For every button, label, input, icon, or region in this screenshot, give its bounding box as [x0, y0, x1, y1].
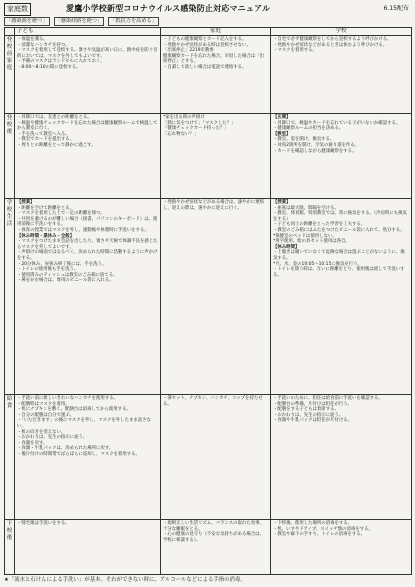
- list-item: ・教室、体育館、特別教室では、常に換気をする。（冷房時にも換気をする）: [273, 211, 407, 222]
- list-item: ・子ども同士の距離をとった学習を工夫する。: [273, 222, 366, 228]
- child-cell: [15, 395, 161, 520]
- list-item: ・清潔なハンカチを持つ。: [17, 42, 70, 48]
- list-item: ・使用済みのティッシュは教室のごみ箱に捨てる。: [17, 272, 118, 278]
- list-item: ・教室や廊下の手すり、トイレの消毒をする。: [273, 532, 365, 538]
- list-item: ・机の向きを変えない。: [17, 429, 66, 435]
- list-item: ・手を洗って教室へ入る。: [17, 131, 70, 137]
- school-cell: [271, 114, 412, 199]
- school-cell: [271, 520, 412, 575]
- list-item: 【休み時間・業休み・全般】: [17, 233, 75, 239]
- section-label: 下校後: [5, 520, 15, 575]
- child-cell: [15, 520, 161, 575]
- column-header-child: 子ども: [15, 28, 161, 36]
- list-item: ・規則正しい生活リズム、バランスの取れた食事、十分な睡眠をとる。: [163, 521, 264, 532]
- table-row: [5, 520, 412, 575]
- list-item: ・トイレの使用後も手を洗う。: [17, 267, 79, 273]
- footnote: ★「流水と石けんによる手洗い」が基本。それができない時に、アルコールなどによる手指の消毒。: [4, 577, 246, 583]
- list-item: ・教室でカードを提出する。: [17, 137, 75, 143]
- distribution-date: 6.15配布: [383, 5, 409, 12]
- list-item: ・マスクを着用した上で一定の距離を保つ。: [17, 211, 105, 217]
- table-row: [5, 199, 412, 395]
- list-item: ・体温を測る。: [17, 37, 48, 42]
- list-item: ・トイレを使う時は、互いに距離をとり、使用後は流して手洗いする。: [273, 267, 405, 278]
- table-row: [5, 395, 412, 520]
- list-item: ・上履きは履いていなくて危険な場合は遊ぶことがないように、換気する。: [273, 250, 405, 261]
- child-cell: [15, 199, 161, 395]
- list-item: ・対角2箇所を開け、空気の通り道を作る。: [273, 142, 360, 148]
- table-row: [5, 36, 412, 114]
- section-label: 登校後: [5, 114, 15, 199]
- distribution-tag: 家庭数: [4, 3, 31, 16]
- list-item: ・距離を空けて距離をとる。: [17, 205, 75, 211]
- column-header-home: 家庭: [161, 28, 271, 36]
- school-cell: [271, 395, 412, 520]
- list-item: ・下校後、使用した場所の消毒をする。: [273, 521, 353, 526]
- list-item: 【玄関】: [273, 115, 291, 120]
- list-item: ・声掛けの場面ではなるべく、決められた時間に活動するように声かけをする。: [17, 250, 158, 261]
- list-item: 「忘れ物ない？」: [163, 131, 199, 137]
- column-header-school: 学校: [271, 28, 412, 36]
- list-item: ・自粛して欲しい場合は電話で連絡する。: [163, 64, 247, 70]
- list-item: ・自分の配膳は自分で運ぶ。: [17, 412, 75, 418]
- list-item: ・健康観察ルームの担当を決める。: [273, 126, 344, 132]
- list-item: 【休み時間】: [273, 244, 300, 250]
- document-title: 愛鷹小学校新型コロナウイルス感染防止対応マニュアル: [66, 4, 271, 13]
- list-item: ・発熱やかぜ症状などがあるときは休むよう呼びかける。: [273, 42, 388, 48]
- list-item: ・カードを確認しながら健康観察をする。: [273, 148, 357, 154]
- list-item: ・予備のマスクはランドセルに入れておく。: [17, 59, 105, 65]
- list-item: ・机にナプキンを敷く。配膳台は消毒してから使用する。: [17, 407, 131, 413]
- list-item: ・8:00～8:10の間に登校する。: [17, 64, 81, 70]
- slogan-item: 「感染経路を絶つ」: [55, 18, 103, 24]
- list-item: ・手洗いのために、担任は給食前に手洗いを確認する。: [273, 396, 383, 401]
- list-item: ・座席は最大限、間隔を空ける。: [273, 205, 339, 211]
- list-item: 【教室】: [273, 131, 291, 137]
- slogan-item: 「抵抗力を高める」: [110, 18, 157, 24]
- list-item: ・教室のごみ箱にはふたをつけたビニール袋に入れて、処分する。: [273, 227, 405, 233]
- list-item: 「出席停止」2219市教委: [163, 48, 214, 54]
- list-item: ・共用を避けるのが難しい場合（図書、パソコンのキーボード）は、使用前後に手洗いをする。: [17, 216, 158, 228]
- list-item: ・20分休み、昼休み終了後には、手を洗う。: [17, 261, 107, 267]
- list-item: ・マスクをつけたまま会話を出したり、暑さや天候で体調不良を感じたらマスクを外してよいです。: [17, 239, 158, 250]
- list-item: ・鼻をかむ場合は、専用のビニール袋に入れる。: [17, 278, 114, 284]
- list-item: ・自宅で必ず健康観察をしてから登校するよう呼びかける。: [273, 37, 392, 42]
- child-cell: [15, 36, 161, 114]
- list-item: ・配膳台の準備、片付けは担任が行う。: [273, 401, 353, 407]
- list-item: *用字使用。給の具セット使用は各自。: [273, 239, 350, 245]
- list-item: ・食器を戻す。: [17, 440, 48, 446]
- list-item: ・おかわりは、先生の指示に従う。: [17, 435, 88, 441]
- list-item: ・体育の授業ではマスクを外し、運動後や休憩時に手洗いをする。: [17, 227, 149, 233]
- slogan-item: 「感染源を絶つ」: [6, 18, 48, 24]
- list-item: 【授業】: [273, 200, 291, 205]
- document-header: [4, 3, 411, 17]
- list-item: *家を出る時の声掛け: [163, 115, 205, 120]
- list-item: ・後片付けの時間帯でばらばらに返却し、マスクを着用する。: [17, 451, 140, 457]
- list-item: ・手洗い前に新しいきれいなハンカチを使用する。: [17, 396, 118, 401]
- school-cell: [271, 36, 412, 114]
- list-item: ・心の健康の見守り（不安な気持ちがある場合は、学校に相談する）。: [163, 532, 264, 543]
- list-item: 健康観察カードを忘れた場合、早退した場合は「出席停止」とする。: [163, 53, 264, 65]
- list-item: ・帰宅後は手洗いをする。: [17, 521, 70, 526]
- section-label: 学校生活: [5, 199, 15, 395]
- list-item: 「熱に気をつけて」「マスクした？」: [163, 120, 236, 126]
- list-item: ・食器や牛乳パックは担任が片付ける。: [273, 418, 353, 424]
- list-item: ・昇降口では、友達との距離をとる。: [17, 115, 92, 120]
- school-cell: [271, 199, 412, 395]
- section-label: 給食: [5, 395, 15, 520]
- list-item: ・マスクを着用する。: [273, 48, 317, 54]
- manual-table: [4, 27, 412, 575]
- list-item: ・箸セット、ナプキン、ハンカチ、コップを持たせる。: [163, 396, 263, 407]
- list-item: ・子どもの健康観察とカード記入をする。: [163, 37, 247, 42]
- list-item: ・「いただきます」の後にマスクを外し、マスクを外したまま話さない。: [17, 418, 151, 429]
- list-item: ・食器・牛乳パックは、決められた場所に戻す。: [17, 446, 114, 452]
- list-item: 【授業】: [17, 200, 35, 205]
- corner-header: [5, 28, 15, 36]
- home-cell: [161, 395, 271, 520]
- list-item: ・配膳時はマスクを着用。: [17, 401, 70, 407]
- home-cell: [161, 36, 271, 114]
- list-item: ・おかわりは、先生の指示に従う。: [273, 412, 344, 418]
- table-header-row: [5, 28, 412, 36]
- list-item: *保健室のベッドは使用しない。: [273, 233, 337, 239]
- list-item: ・教室、窓を開け、換気する。: [273, 137, 335, 143]
- list-item: ・発熱やかぜ症状がある時は登校させない。: [163, 42, 251, 48]
- list-item: ・机、いすやドアノブ、スイッチ類の消毒をする。: [273, 526, 373, 532]
- list-item: ・周りとの距離をとって静かに過ごす。: [17, 142, 96, 148]
- list-item: ・昇降口で、検温やカードを忘れている子がいないか確認する。: [273, 120, 401, 126]
- home-cell: [161, 520, 271, 575]
- list-item: ・マスクを着用して登校する。暑さや気温が高い日に、熱中症を防ぐ目的においては、マスクを外してもよいです。: [17, 48, 158, 59]
- list-item: 「健康チェックカード持った？」: [163, 126, 229, 132]
- list-item: ・発熱やかぜ症状などがある場合は、速やかに連絡し、迎えの際は、速やかに迎えに行く。: [163, 200, 264, 211]
- list-item: ・配膳をする子どもは着席する。: [273, 407, 339, 413]
- list-item: *月、水、金の10:05～10:15に換気を行う。: [273, 261, 362, 267]
- table-row: [5, 114, 412, 199]
- child-cell: [15, 114, 161, 199]
- home-cell: [161, 114, 271, 199]
- home-cell: [161, 199, 271, 395]
- slogans: [4, 17, 159, 26]
- list-item: ・検温や健康チェックカードを忘れた場合は健康観察ルームで検温してから教室に行く。: [17, 120, 158, 132]
- section-label: 登校前家庭: [5, 36, 15, 114]
